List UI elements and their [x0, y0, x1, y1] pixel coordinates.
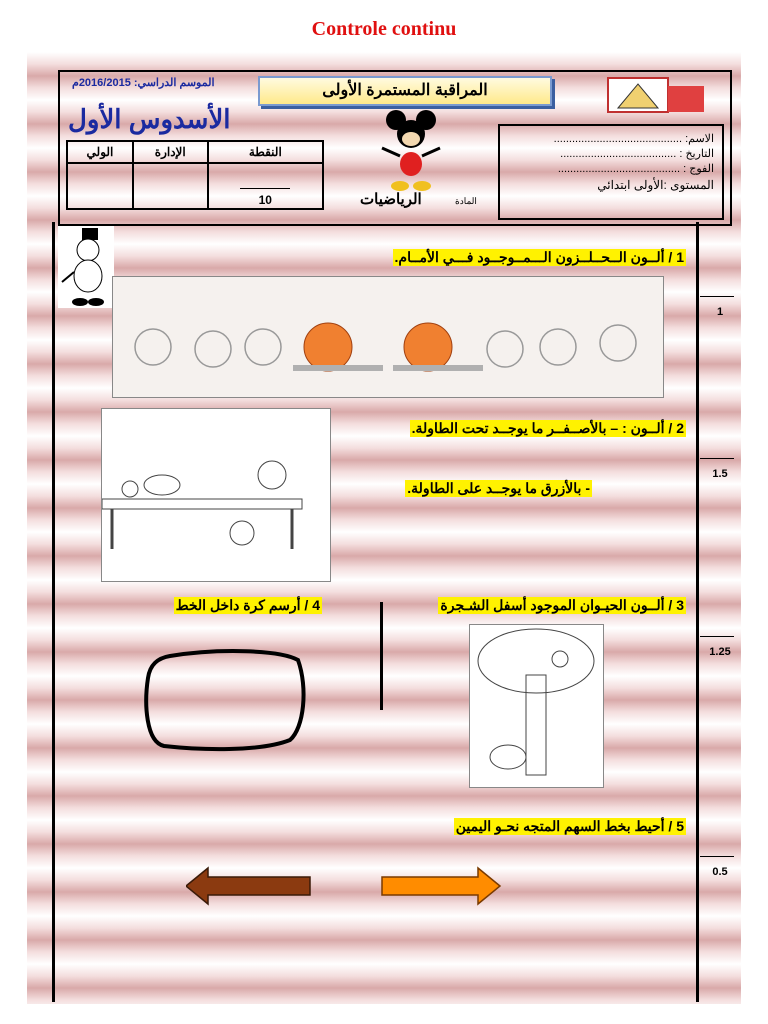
level-field: المستوى :الأولى ابتدائي	[597, 178, 714, 192]
question-3: 3 / ألــون الحيـوان الموجود أسفل الشـجرة	[440, 597, 684, 613]
left-margin-line	[52, 222, 55, 1002]
divider-line	[380, 602, 383, 710]
score-5: 0.5	[712, 866, 728, 878]
administration-cell[interactable]	[133, 163, 208, 209]
scrooge-image	[58, 226, 114, 308]
date-field[interactable]: التاريخ : ......................................	[560, 148, 714, 160]
right-arrow-shape[interactable]	[380, 866, 502, 906]
subject-label: المادة	[455, 196, 477, 206]
table-scene-image	[101, 408, 331, 582]
exam-banner: المراقبة المستمرة الأولى	[258, 76, 552, 106]
unit-title: الأسدوس الأول	[68, 104, 231, 134]
document-title: Controle continu	[311, 18, 457, 40]
question-5: 5 / أحيط بخط السهم المتجه نحـو اليمين	[455, 818, 684, 834]
tree-animals-image	[469, 624, 604, 788]
school-logo	[598, 74, 710, 118]
grade-cell[interactable]	[208, 163, 323, 209]
guardian-cell[interactable]	[67, 163, 133, 209]
guardian-header: الولي	[67, 141, 133, 163]
score-1: 1	[716, 306, 724, 318]
score-line-5	[700, 856, 734, 857]
left-arrow-shape[interactable]	[186, 866, 312, 906]
question-1: 1 / ألــون الــحــلــزون الـــمــوجــود فـــي الأمــام.	[394, 249, 684, 265]
score-3: 1.25	[709, 646, 731, 658]
subject-name: الرياضيات	[360, 191, 422, 208]
group-field[interactable]: الفوج : ........................................	[557, 163, 714, 175]
question-2b: - بالأزرق ما يوجــد على الطاولة.	[407, 480, 590, 496]
administration-header: الإدارة	[133, 141, 208, 163]
ball-outline-shape[interactable]	[140, 648, 308, 754]
grade-total: 10	[258, 193, 272, 207]
name-field[interactable]: الاسم: ..........................................	[553, 133, 714, 145]
grades-table	[66, 140, 324, 210]
score-2: 1.5	[712, 468, 728, 480]
school-year: الموسم الدراسي: 2016/2015م	[72, 77, 215, 89]
question-2a: 2 / ألــون : – بالأصــفــر ما يوجــد تحت الطاولة.	[411, 420, 684, 436]
score-line-2	[700, 458, 734, 459]
right-margin-line	[696, 222, 699, 1002]
score-line-3	[700, 636, 734, 637]
question-4: 4 / أرسم كرة داخل الخط	[175, 597, 320, 613]
score-line-1	[700, 296, 734, 297]
snails-image	[112, 276, 664, 398]
grade-header: النقطة	[208, 141, 323, 163]
student-info-box	[498, 124, 724, 220]
mickey-mouse-image	[378, 108, 444, 192]
